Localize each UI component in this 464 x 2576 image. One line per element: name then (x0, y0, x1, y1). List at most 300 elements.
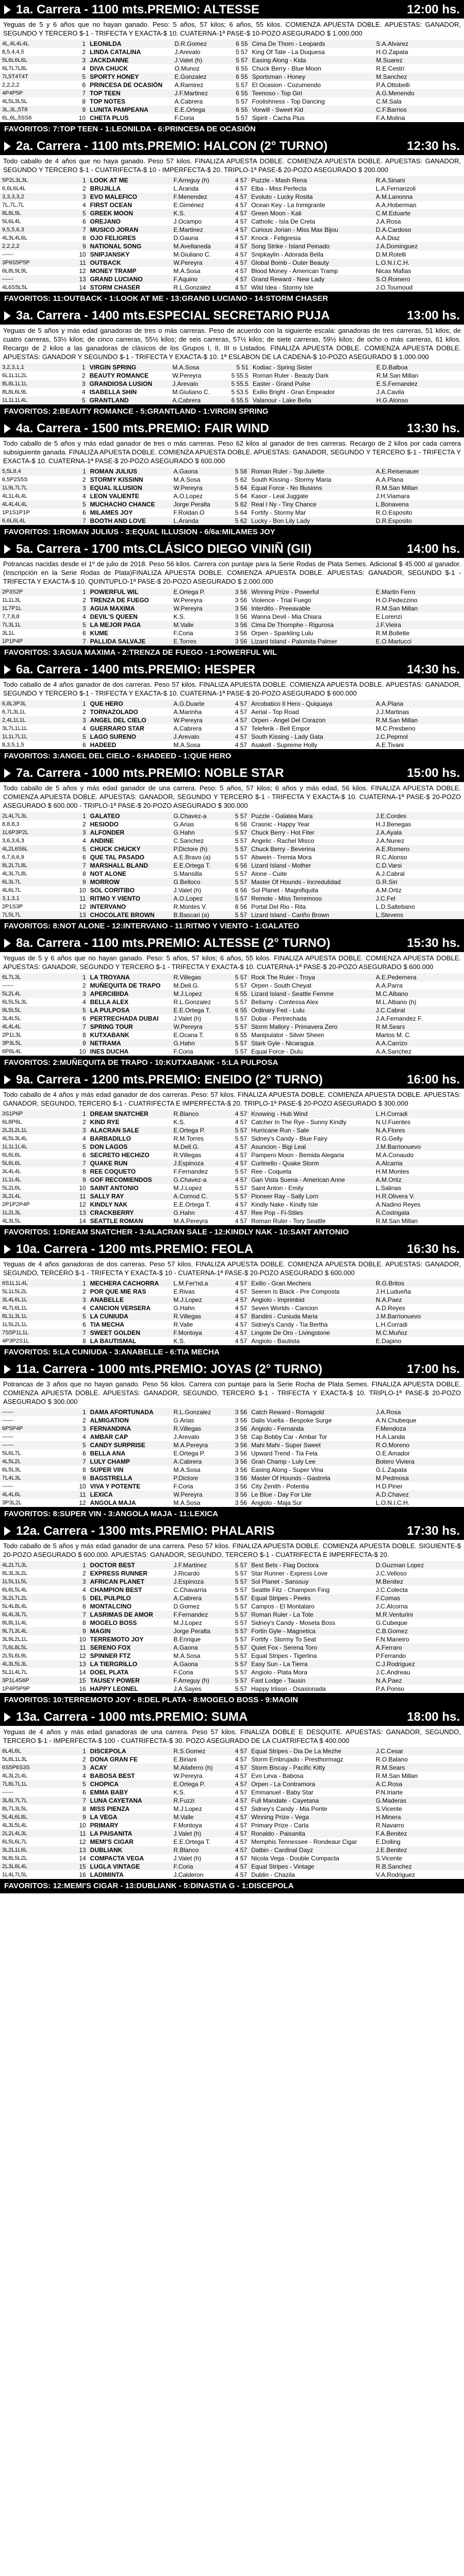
jockey-name: A.Gaona (173, 468, 198, 475)
jockey-name: F.Coria (173, 1048, 193, 1055)
jockey-name: J.Ricardo (173, 1570, 200, 1577)
favorites-line: FAVORITOS: 12:MEMI'S CIGAR - 13:DUBLIANK - 5:DINASTIA G - 1:DISCEPOLA (0, 1879, 464, 1893)
pedigree: Angiolo - Bautista (251, 1337, 300, 1345)
jockey-name: W.Pereyra (173, 605, 203, 612)
horse-name: GRANDIOSA LUSION (89, 380, 153, 387)
trainer-name: A.E.Reisenauer (375, 468, 419, 475)
age-weight: 5 57 (235, 895, 247, 902)
age-weight: 5 58 (235, 468, 247, 475)
horse-name: POWERFUL WIL (90, 588, 139, 596)
trainer-name: D.M.Rotelli (375, 251, 406, 258)
age-weight: 3 56 (235, 605, 247, 612)
favorites-line: FAVORITOS: 2:BEAUTY ROMANCE - 5:GRANTLAND - 1:VIRGIN SPRING (0, 404, 464, 419)
pedigree: Cima De Thorn - Leopards (252, 40, 325, 47)
trainer-name: M.Benitez (375, 1578, 404, 1585)
recent-form: 1L2L3L (2, 1210, 21, 1216)
trainer-name: Nicas Mafias (375, 267, 411, 275)
trainer-name: E.Dapino (375, 1337, 402, 1345)
trainer-name: N.A.Flores (375, 1127, 405, 1134)
age-weight: 5 57 (235, 837, 247, 844)
age-weight: 5 57 (235, 1168, 247, 1175)
table-row (0, 267, 464, 275)
saddle-number: 12 (79, 1652, 86, 1659)
race-section (0, 660, 464, 764)
horse-name: SPRING TOUR (90, 1023, 133, 1030)
pedigree: Gran Champ - Luly Lee (251, 1458, 316, 1465)
table-row (0, 1304, 464, 1312)
jockey-name: M.Valle (173, 621, 194, 629)
play-arrow-icon (4, 311, 11, 320)
horse-name: LUNITA PAMPEANA (90, 106, 148, 113)
jockey-name: M.A.Sosa (173, 741, 201, 749)
age-weight: 4 57 (235, 193, 247, 200)
trainer-name: A.Alcarria (375, 1160, 403, 1167)
trainer-name: C.F.Barrios (376, 106, 407, 113)
pedigree: Dublin - Chazila (251, 1871, 295, 1878)
trainer-name: J.A.Rosa (375, 1409, 401, 1416)
horse-name: CHUCK CHUCKY (90, 845, 141, 853)
pedigree: Sidney's Candy - Moseta Boss (251, 1619, 336, 1626)
recent-form: 4L3L5L4L (2, 1822, 27, 1828)
pedigree: Full Mandate - Cayetana (251, 1797, 319, 1804)
age-weight: 6 56 (235, 887, 247, 894)
pedigree: Pioneer Ray - Sally Lorn (251, 1193, 319, 1200)
age-weight: 4 57 (235, 708, 247, 716)
age-weight: 4 57 (235, 1855, 247, 1862)
age-weight: 4 57 (235, 1118, 247, 1126)
trainer-name: S.O.Romero (375, 276, 410, 283)
horse-name: FIRST OCEAN (90, 201, 132, 209)
saddle-number: 2 (81, 372, 86, 379)
trainer-name: J.C.Fel (375, 895, 395, 902)
horse-name: MORROW (90, 878, 120, 886)
recent-form: 3L6L7L7L (2, 1798, 27, 1804)
jockey-name: J.Valet (h) (173, 1830, 202, 1837)
trainer-name: N.A.Paez (375, 1296, 402, 1303)
saddle-number: 14 (79, 1855, 86, 1862)
horse-name: GRANTLAND (89, 397, 129, 404)
pedigree: Song Strike - Island Peinado (251, 243, 330, 250)
recent-form: 7L,7L,7L (2, 202, 24, 208)
pedigree: Lizard Island - Seattle Femme (251, 990, 334, 997)
saddle-number: 3 (82, 1425, 86, 1432)
age-weight: 4 57 (235, 1321, 247, 1328)
horse-name: SNIPJANSKY (90, 251, 130, 258)
jockey-name: R.M.Torres (173, 1135, 204, 1142)
jockey-name: G.Hahn (173, 1040, 195, 1047)
saddle-number: 6 (82, 1450, 86, 1457)
jockey-name: F.Coria (173, 630, 193, 637)
jockey-name: L.M.Fer'nd.a (173, 1280, 208, 1287)
age-weight: 5 57 (235, 1586, 247, 1594)
horse-name: CHOCOLATE BROWN (90, 911, 155, 919)
saddle-number: 11 (79, 259, 86, 266)
jockey-name: W.Pereyra (173, 717, 203, 724)
pedigree: Violence - Trial Fuego (251, 597, 311, 604)
pedigree: Portal Del Rio - Rita (251, 903, 306, 910)
horse-name: OJO FELIGRES (90, 234, 136, 242)
horse-name: KIND RYE (90, 1118, 120, 1126)
age-weight: 5 57 (235, 1578, 247, 1585)
saddle-number: 1 (82, 1409, 86, 1416)
jockey-name: K.S. (173, 1789, 186, 1796)
table-row (0, 467, 464, 476)
trainer-name: R.E.Cestri (376, 65, 405, 72)
saddle-number: 5 (82, 1781, 86, 1788)
age-weight: 4 57 (235, 201, 247, 209)
trainer-name: H.D.Piner (375, 1483, 403, 1490)
recent-form: 5L1L4L7L (2, 1669, 27, 1675)
race-time: 16:00 hs. (407, 1073, 460, 1087)
trainer-name: R.M.San Millan (375, 1217, 418, 1225)
horse-name: TAUSEY POWER (90, 1677, 140, 1684)
recent-form: 6L4L3L7L (2, 1612, 27, 1618)
jockey-name: A.O.Lopez (173, 493, 203, 500)
play-arrow-icon (4, 1075, 11, 1084)
pedigree: Dalbin - Cardinal Dayz (251, 1846, 313, 1854)
play-arrow-icon (4, 424, 11, 433)
saddle-number: 2 (82, 48, 86, 56)
recent-form: ------ (2, 1417, 13, 1423)
table-row (0, 845, 464, 853)
saddle-number: 14 (79, 1669, 86, 1676)
trainer-name: J.C.Alcorna (375, 1603, 408, 1610)
jockey-name: R.Valle (173, 1321, 193, 1328)
table-row (0, 708, 464, 716)
recent-form: 1L1L1L4L (2, 1144, 27, 1150)
saddle-number: 5 (82, 210, 86, 217)
trainer-name: E.Lorenzi (375, 613, 402, 620)
age-weight: 3 56 (235, 1450, 247, 1457)
age-weight: 4 57 (235, 700, 247, 707)
pedigree: Sol Planet - Sanssuy (251, 1578, 309, 1585)
table-row (0, 828, 464, 837)
trainer-name: A.E.Pedernera (375, 974, 417, 981)
age-weight: 4 57 (235, 1217, 247, 1225)
age-weight: 5 57 (235, 974, 247, 981)
jockey-name: K.S. (173, 210, 186, 217)
age-weight: 4 57 (235, 741, 247, 749)
table-row (0, 629, 464, 637)
recent-form: 4P3P2S1L (2, 1338, 29, 1344)
pedigree: Teleferik - Bell Empor (251, 725, 310, 732)
trainer-name: F.Mendoza (375, 1425, 406, 1432)
play-arrow-icon (4, 1365, 11, 1374)
horse-name: TIA MECHA (90, 1321, 124, 1328)
trainer-name: Botero Viviera (375, 1458, 415, 1465)
horse-name: VIRGIN SPRING (89, 364, 137, 371)
horse-name: DIVA CHUCK (90, 65, 128, 72)
race-section (0, 0, 464, 137)
age-weight: 4 57 (235, 1329, 247, 1336)
age-weight: 6 55 (235, 1007, 247, 1014)
trainer-name: E.S.Fernandez (376, 380, 418, 387)
entries-table (0, 1561, 464, 1693)
trainer-name: A.M.Lanonna (375, 193, 413, 200)
table-row (0, 1747, 464, 1755)
recent-form: 4L6S5L5L (2, 284, 28, 291)
pedigree: Equal Stripes - Peeks (251, 1595, 311, 1602)
recent-form: 1L6P3P2L (2, 829, 29, 836)
age-weight: 4 57 (235, 210, 247, 217)
entries-table (0, 973, 464, 1056)
recent-form: 8L1L3L1L (2, 1313, 27, 1319)
jockey-name: R.L.Gonzalez (173, 998, 211, 1006)
table-row (0, 741, 464, 749)
trainer-name: E.Dolling (375, 1838, 401, 1845)
trainer-name: F.A.Benitez (375, 1830, 407, 1837)
table-row (0, 1014, 464, 1023)
trainer-name: L.Bonavena (375, 501, 409, 508)
table-row (0, 509, 464, 517)
pedigree: Hurricane Run - Sale (251, 1127, 309, 1134)
jockey-name: C.Sanchez (173, 837, 204, 844)
table-row (0, 1126, 464, 1134)
jockey-name: E.E.Ortega T. (173, 862, 211, 869)
recent-form: 3L7L1L1L (2, 725, 27, 732)
jockey-name: M.Ailaferro (h) (173, 1764, 213, 1771)
pedigree: Valanour - Lake Bella (252, 397, 311, 404)
jockey-name: M.J.Lopez (173, 1296, 202, 1303)
pedigree: Evoluto - Lucky Rosita (251, 193, 313, 200)
pedigree: Angelic - Rachel Misco (251, 837, 314, 844)
race-title: 1a. Carrera - 1100 mts.PREMIO: ALTESSE (16, 3, 260, 16)
jockey-name: J.F.Martinez (174, 90, 208, 97)
horse-name: DAMA AFORTUNADA (90, 1409, 154, 1416)
jockey-name: E.E.Ortega T. (173, 1201, 211, 1208)
table-row (0, 1805, 464, 1813)
table-row (0, 886, 464, 894)
horse-name: LEONILDA (90, 40, 122, 47)
jockey-name: M.J.Lopez (173, 1184, 202, 1192)
age-weight: 3 56 (235, 1417, 247, 1424)
saddle-number: 8 (82, 98, 86, 105)
trainer-name: O.E.Amador (375, 1450, 410, 1457)
horse-name: LOOK AT ME (90, 177, 128, 184)
jockey-name: G.Chavez-a (173, 812, 207, 820)
race-conditions: Todo caballo de 4 años ganador de dos carreras. Peso 57 kilos. FINALIZA APUESTA DOBLE. COMIENZA APUESTA DOBLE. APUESTAS: GANADOR, SEGUNDO Y TERCERO $-1 - TRIFECTA Y EXACTA-$ 10. CUATERNA-1ª PASE-$ 20-POZO ASEGURADO $ 600.000 (3, 681, 461, 697)
trainer-name: L.D.Saltebano (375, 903, 415, 910)
recent-form: 5L4L6L8L (2, 1814, 27, 1820)
horse-name: INTERVANO (90, 903, 126, 910)
recent-form: 4L5L3L4L (2, 1136, 27, 1142)
jockey-name: F.Fernandez (173, 1611, 208, 1618)
age-weight: 4 57 (235, 1822, 247, 1829)
recent-form: 8L8L6L9L (2, 389, 27, 395)
saddle-number: 5 (82, 1442, 86, 1449)
trainer-name: A.Ferraro (375, 1644, 402, 1651)
age-weight: 5 57 (235, 1595, 247, 1602)
pedigree: Memphis Tennessee - Rondeaur Cigar (251, 1838, 357, 1845)
jockey-name: F.Roldan.O (173, 509, 205, 516)
horse-name: MECHERA CACHORRA (90, 1280, 159, 1287)
pedigree: Blood Money - American Tramp (251, 267, 338, 275)
recent-form: 1P4P5P9P (2, 1686, 30, 1692)
recent-form: 3L2L7L2L (2, 1595, 27, 1601)
pedigree: Lucky - Bon Lily Lady (251, 517, 310, 524)
saddle-number: 3 (82, 717, 86, 724)
recent-form: 6L5L6L7L (2, 1839, 27, 1845)
jockey-name: M.Valle (173, 1814, 194, 1821)
saddle-number: 4 (82, 493, 86, 500)
recent-form: 8,5,4,4,5 (2, 49, 24, 55)
saddle-number: 3 (82, 193, 86, 200)
table-row (0, 500, 464, 509)
trainer-name: A.N.Chubeque (375, 1417, 417, 1424)
trainer-name: H.J.Benegas (375, 821, 411, 828)
horse-name: LASRIMAS DE AMOR (90, 1611, 153, 1618)
jockey-name: A.Cabrera (173, 1458, 202, 1465)
recent-form: 6L6L5L4L (2, 1587, 27, 1593)
horse-name: LA VEGA (90, 1814, 118, 1821)
pedigree: Sidney's Candy - Tia Bertha (251, 1321, 328, 1328)
pedigree: Master Of Hounds - Gastrela (251, 1475, 330, 1482)
trainer-name: A.Nadino Reyes (375, 1201, 421, 1208)
pedigree: Ordinary Fed - Lulu (251, 1007, 305, 1014)
horse-name: LA PAISANITA (90, 1830, 132, 1837)
play-arrow-icon (4, 1245, 11, 1254)
table-row (0, 363, 464, 371)
pedigree: Puzzle - Mash Rena (251, 177, 307, 184)
horse-name: AMBAR CAP (90, 1433, 128, 1440)
saddle-number: 4 (82, 725, 86, 732)
jockey-name: J.Arevalo (174, 48, 201, 56)
saddle-number: 5 (82, 621, 86, 629)
saddle-number: 10 (79, 1636, 86, 1643)
trainer-name: R.O.Balano (375, 1756, 408, 1763)
pedigree: Orpen - Sparkling Lulu (251, 630, 313, 637)
favorites-line: FAVORITOS: 11:OUTBACK - 1:LOOK AT ME - 13:GRAND LUCIANO - 14:STORM CHASER (0, 292, 464, 306)
pedigree: Le Blue - Day For Lite (251, 1491, 311, 1498)
jockey-name: E.E.Ortega T. (173, 1838, 211, 1845)
horse-name: CANDY SURPRISE (90, 1442, 145, 1449)
recent-form: 1L4L7L5L (2, 1872, 27, 1878)
horse-name: CRACKBERRY (90, 1209, 134, 1216)
age-weight: 5 62 (235, 501, 247, 508)
race-title: 9a. Carrera - 1200 mts.PREMIO: ENEIDO (2° TURNO) (16, 1073, 323, 1087)
saddle-number: 7 (82, 226, 86, 233)
pedigree: Abwein - Tremia Mora (251, 854, 312, 861)
race-time: 14:30 hs. (407, 663, 460, 676)
age-weight: 4 57 (235, 234, 247, 242)
horse-name: MUSICO JORAN (90, 226, 139, 233)
recent-form: 3,6,3,6,3 (2, 838, 24, 844)
recent-form: 7L8L7L1L (2, 1781, 27, 1787)
age-weight: 6 55.5 (231, 397, 248, 404)
table-row (0, 193, 464, 201)
age-weight: 4 57 (235, 1805, 247, 1812)
favorites-line: FAVORITOS: 10:TERREMOTO JOY - 8:DEL PLATA - 8:MOGELO BOSS - 9:MAGIN (0, 1693, 464, 1707)
pedigree: City Zenith - Potentia (251, 1483, 309, 1490)
recent-form: 6,6L6L4L (2, 185, 26, 192)
table-row (0, 1320, 464, 1329)
age-weight: 5 57 (236, 98, 248, 105)
recent-form: 5L6L6L (2, 1160, 21, 1166)
age-weight: 3 56 (235, 1425, 247, 1432)
trainer-name: A.A.Sanchez (375, 1048, 412, 1055)
saddle-number: 10 (79, 1483, 86, 1490)
table-row (0, 201, 464, 209)
age-weight: 3 56 (235, 1499, 247, 1506)
race-conditions: Yeguas de 5 años y más edad ganadoras de tres o más carreras. Peso de acuerdo con la siguiente escala: ganadoras de tres carreras, 51 kilos; de cuatro carreras, 53½ kilos; de cinco carreras, 55½ kilos; de seis carreras, 57½ kilos; de siete carreras, 59½ kilos; de ocho o más carreras, 61 kilos. Recargo de 2 kilos a las ganadoras de clásicos de los Grupos I, II, III o Listados. FINALIZA APUESTA DOBLE. COMIENZA APUESTA DOBLE. APUESTAS: GANADOR Y SEGUNDO $-1 - TRIFECTA Y EXACTA-$ 10. 1ª ESLABON DE LA CADENA-$ 10-POZO ASEGURADO $ 1.000.000 (3, 327, 461, 361)
saddle-number: 13 (79, 1209, 86, 1216)
saddle-number: 8 (82, 1619, 86, 1626)
trainer-name: R.C.Alonso (375, 854, 407, 861)
pedigree: Ronaldo - Paisanita (251, 1830, 305, 1837)
recent-form: 4L4L4L (2, 1024, 21, 1030)
pedigree: Catch Reward - Romagold (251, 1409, 324, 1416)
age-weight: 6 55 (235, 1031, 247, 1039)
recent-form: 1L7P1L (2, 605, 22, 612)
trainer-name: A.A.Diaz (375, 234, 400, 242)
entries-table (0, 40, 464, 122)
horse-name: BARBADILLO (90, 1135, 131, 1142)
saddle-number: 9 (82, 878, 86, 886)
recent-form: 3,2,3,1,1 (2, 364, 24, 370)
trainer-name: G.R.Siri (375, 878, 397, 886)
jockey-name: A.Cabrera (173, 725, 202, 732)
table-row (0, 396, 464, 404)
trainer-name: E.O.Martucci (375, 638, 412, 645)
pedigree: Chuck Berry - Blue Moon (252, 65, 321, 72)
horse-name: LUGLA VINTAGE (90, 1863, 140, 1870)
saddle-number: 9 (82, 1475, 86, 1482)
table-row (0, 1838, 464, 1846)
recent-form: 8L7L3L5L (2, 1806, 27, 1812)
horse-name: BOOTH AND LOVE (90, 517, 146, 524)
pedigree: Roman Ruler - Tory Seattle (251, 1217, 326, 1225)
trainer-name: A.A.Plana (375, 700, 404, 707)
jockey-name: S.Mansilla (173, 870, 202, 877)
race-header (0, 1708, 464, 1726)
saddle-number: 10 (79, 1184, 86, 1192)
saddle-number: 8 (82, 1337, 86, 1345)
recent-form: 7L6L8L5L (2, 1645, 27, 1651)
pedigree: Seeren Is Black - Pre Composta (251, 1288, 340, 1295)
jockey-name: A.Marinha (173, 708, 202, 716)
pedigree: Ocean Key - La Inmigrante (251, 201, 325, 209)
race-title: 6a. Carrera - 1400 mts.PREMIO: HESPER (16, 663, 256, 676)
race-section (0, 137, 464, 306)
age-weight: 3 56 (235, 1433, 247, 1440)
jockey-name: W.Pereyra (172, 372, 202, 379)
table-row (0, 1569, 464, 1578)
favorites-line: FAVORITOS: 8:NOT ALONE - 12:INTERVANO - 11:RITMO Y VIENTO - 1:GALATEO (0, 919, 464, 934)
table-row (0, 217, 464, 226)
saddle-number: 5 (81, 397, 86, 404)
horse-name: OUTBACK (90, 259, 121, 266)
age-weight: 5 57 (235, 870, 247, 877)
horse-name: BELLA ALEX (90, 998, 129, 1006)
jockey-name: E.Martinez (173, 226, 203, 233)
horse-name: ANGEL DEL CIELO (90, 717, 146, 724)
age-weight: 4 57 (235, 226, 247, 233)
table-row (0, 1047, 464, 1056)
race-conditions: Todo caballo de 4 años que no haya ganado. Peso 57 kilos. FINALIZA APUESTA DOBLE. COMIENZA APUESTA DOBLE. APUESTAS: GANADOR, SEGUNDO Y TERCERO $-1 - CUATRIFECTA-$ 10 - IMPERFECTA-$ 20. TRIPLO-1ª PASE-$ 20-POZO ASEGURADO $ 200.000 (3, 157, 461, 174)
age-weight: 5 57 (235, 1184, 247, 1192)
jockey-name: R.Villegas (173, 1425, 202, 1432)
race-title: 5a. Carrera - 1700 mts.CLÁSICO DIEGO VINIÑ (GII) (16, 542, 312, 556)
trainer-name: R.Navarro (375, 1822, 404, 1829)
table-row (0, 1561, 464, 1569)
age-weight: 4 57 (235, 1288, 247, 1295)
saddle-number: 10 (79, 887, 86, 894)
horse-name: NETRAMA (90, 1040, 121, 1047)
horse-name: ANABELLE (90, 1296, 124, 1303)
race-title: 2a. Carrera - 1100 mts.PREMIO: HALCON (2° TURNO) (16, 139, 328, 153)
table-row (0, 998, 464, 1006)
age-weight: 4 57 (235, 1280, 247, 1287)
